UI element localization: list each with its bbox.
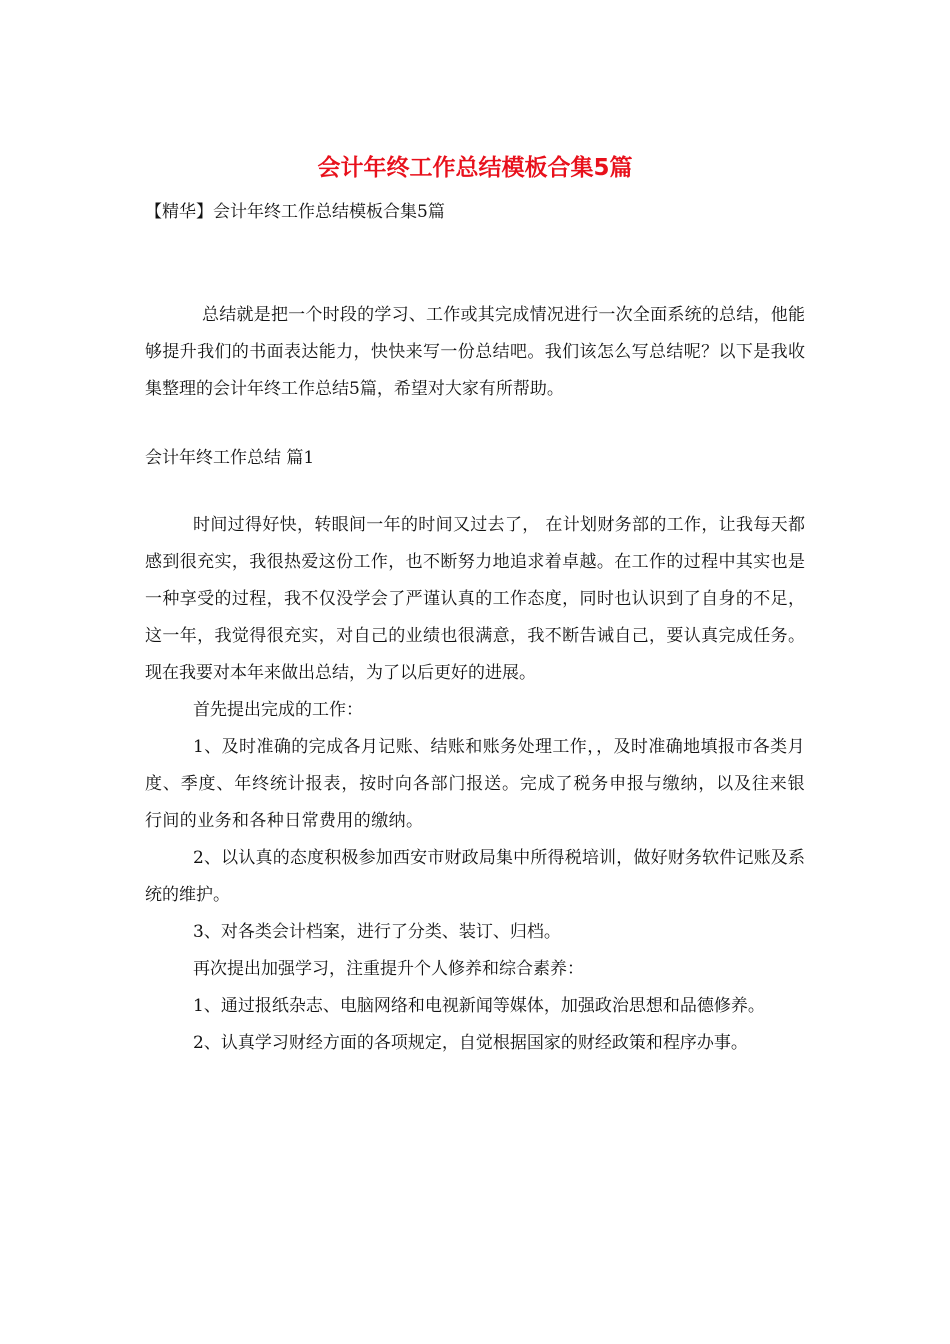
- body-paragraph: 1、及时准确的完成各月记账、结账和账务处理工作，，及时准确地填报市各类月度、季度、年终统计报表，按时向各部门报送。完成了税务申报与缴纳，以及往来银行间的业务和各种日常费用的缴纳。: [145, 737, 805, 831]
- body-paragraph: 1、通过报纸杂志、电脑网络和电视新闻等媒体，加强政治思想和品德修养。: [193, 996, 765, 1016]
- body-paragraph: 首先提出完成的工作：: [193, 700, 363, 720]
- body-paragraph: 2、认真学习财经方面的各项规定，自觉根据国家的财经政策和程序办事。: [193, 1033, 748, 1053]
- body-paragraph: 再次提出加强学习，注重提升个人修养和综合素养：: [193, 959, 584, 979]
- body-paragraph: 时间过得好快，转眼间一年的时间又过去了， 在计划财务部的工作，让我每天都感到很充实，我很热爱这份工作，也不断努力地追求着卓越。在工作的过程中其实也是一种享受的过程，我不仅没学会了严谨认真的工作态度，同时也认识到了自身的不足，这一年，我觉得很充实，对自己的业绩也很满意，我不断告诫自己，要认真完成任务。现在我要对本年来做出总结，为了以后更好的进展。: [145, 515, 805, 683]
- section-heading: 会计年终工作总结 篇1: [145, 448, 315, 468]
- intro-paragraph: 总结就是把一个时段的学习、工作或其完成情况进行一次全面系统的总结，他能够提升我们的书面表达能力，快快来写一份总结吧。我们该怎么写总结呢？以下是我收集整理的会计年终工作总结5篇，希望对大家有所帮助。: [145, 305, 805, 399]
- document-title: 会计年终工作总结模板合集5篇: [317, 155, 633, 181]
- section-body: [145, 507, 805, 1062]
- body-paragraph: 2、以认真的态度积极参加西安市财政局集中所得税培训，做好财务软件记账及系统的维护。: [145, 848, 805, 905]
- document-subtitle: 【精华】会计年终工作总结模板合集5篇: [145, 202, 445, 222]
- body-paragraph: 3、对各类会计档案，进行了分类、装订、归档。: [193, 922, 561, 942]
